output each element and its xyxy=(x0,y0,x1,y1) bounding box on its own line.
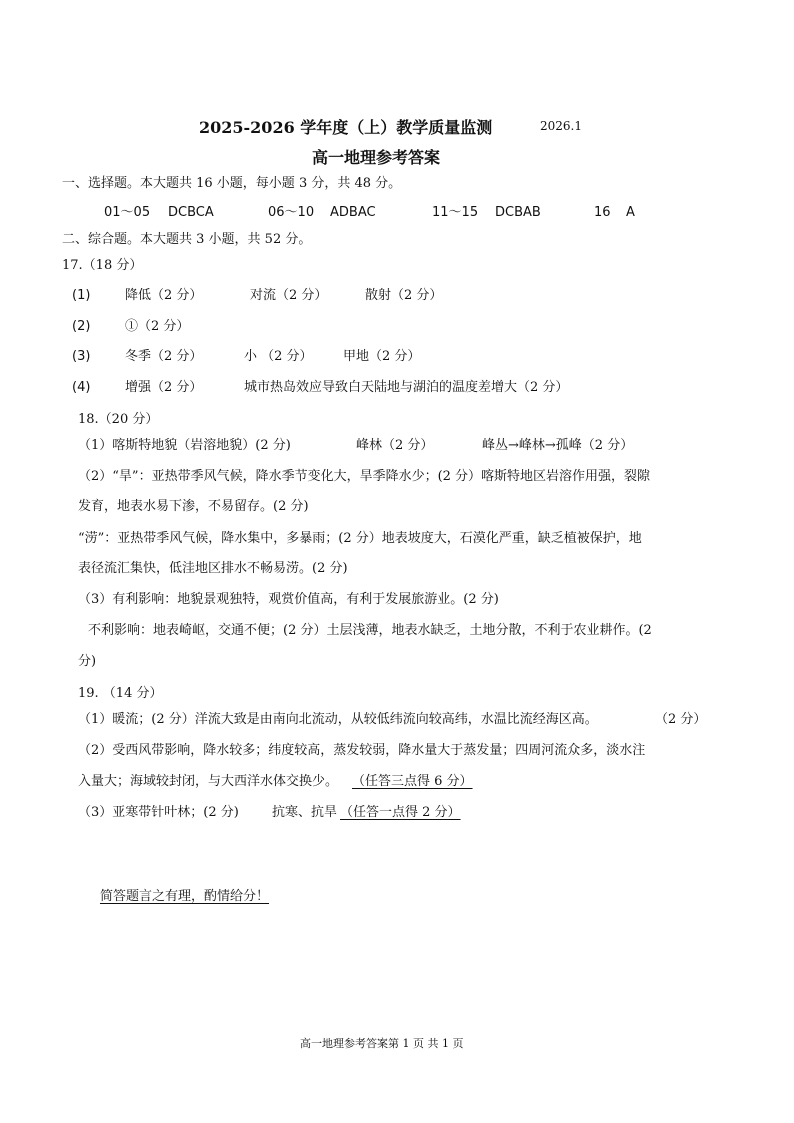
page-subtitle: 高一地理参考答案 xyxy=(312,148,441,167)
q17-answer: 降低（2 分） xyxy=(125,288,203,303)
q17-answer: 增强（2 分） xyxy=(125,380,203,395)
answer-range: 16 xyxy=(594,205,611,220)
q17-answer: 对流（2 分） xyxy=(250,288,328,303)
q19-paragraph: （1）暖流；(2 分）洋流大致是由南向北流动，从较低纬流向较高纬，水温比流经海区高。 xyxy=(78,712,598,727)
answer-value: ADBAC xyxy=(330,205,376,220)
q17-num: (2) xyxy=(72,319,91,334)
exam-date: 2026.1 xyxy=(540,119,582,133)
q17-answer: 甲地（2 分） xyxy=(343,349,421,364)
q17-answer: 冬季（2 分） xyxy=(125,349,203,364)
q18-answer: 峰林（2 分） xyxy=(356,438,434,453)
q18-paragraph: 发育，地表水易下渗，不易留存。(2 分) xyxy=(78,499,309,514)
q18-title: 18.（20 分） xyxy=(78,412,159,427)
q19-paragraph: （3）亚寒带针叶林；(2 分) xyxy=(78,805,239,820)
q18-paragraph: “涝”：亚热带季风气候，降水集中，多暴雨；(2 分）地表坡度大，石漠化严重，缺乏植被保护，地 xyxy=(78,531,642,546)
answer-value: A xyxy=(626,205,635,220)
q17-answer: ①（2 分） xyxy=(125,319,190,334)
q18-paragraph: 不利影响：地表崎岖，交通不便；(2 分）土层浅薄，地表水缺乏，土地分散，不利于农业耕作。(2 xyxy=(88,623,652,638)
q17-num: (1) xyxy=(72,288,91,303)
answer-range: 11～15 xyxy=(432,205,479,220)
q19-scoring-note: （任答三点得 6 分） xyxy=(352,774,473,789)
answer-range: 01～05 xyxy=(104,205,151,220)
q17-num: (3) xyxy=(72,349,91,364)
answer-value: DCBAB xyxy=(495,205,541,220)
page-title: 2025-2026 学年度（上）教学质量监测 xyxy=(199,118,493,137)
q17-title: 17.（18 分） xyxy=(62,258,143,273)
page-footer: 高一地理参考答案第 1 页 共 1 页 xyxy=(300,1037,464,1050)
q19-title: 19. （14 分） xyxy=(78,686,163,701)
q17-answer: 散射（2 分） xyxy=(365,288,443,303)
q18-paragraph: （2）“旱”：亚热带季风气候，降水季节变化大，旱季降水少；(2 分）喀斯特地区岩溶作用强，裂隙 xyxy=(78,469,651,484)
q19-paragraph: 抗寒、抗旱 xyxy=(272,805,338,820)
q18-answer: （1）喀斯特地貌（岩溶地貌）(2 分) xyxy=(78,438,291,453)
answer-value: DCBCA xyxy=(168,205,214,220)
q17-answer: 城市热岛效应导致白天陆地与湖泊的温度差增大（2 分） xyxy=(244,380,569,395)
answer-range: 06～10 xyxy=(268,205,315,220)
q17-num: (4) xyxy=(72,380,91,395)
q18-paragraph: 分) xyxy=(78,654,97,669)
q18-paragraph: 表径流汇集快，低洼地区排水不畅易涝。(2 分) xyxy=(78,561,348,576)
q17-answer: 小 （2 分） xyxy=(244,349,313,364)
q18-answer: 峰丛→峰林→孤峰（2 分） xyxy=(482,438,634,453)
grading-note: 简答题言之有理，酌情给分！ xyxy=(100,889,270,904)
section2-heading: 二、综合题。本大题共 3 小题，共 52 分。 xyxy=(62,232,312,247)
q18-paragraph: （3）有利影响：地貌景观独特，观赏价值高，有利于发展旅游业。(2 分) xyxy=(78,592,499,607)
q19-scoring-note: （任答一点得 2 分） xyxy=(340,805,461,820)
section1-heading: 一、选择题。本大题共 16 小题，每小题 3 分，共 48 分。 xyxy=(62,176,402,191)
q19-paragraph: （2）受西风带影响，降水较多；纬度较高，蒸发较弱，降水量大于蒸发量；四周河流众多，淡水注 xyxy=(78,743,646,758)
q19-paragraph: 入量大；海域较封闭，与大西洋水体交换少。 xyxy=(78,774,339,789)
q19-score: （2 分） xyxy=(655,712,707,727)
